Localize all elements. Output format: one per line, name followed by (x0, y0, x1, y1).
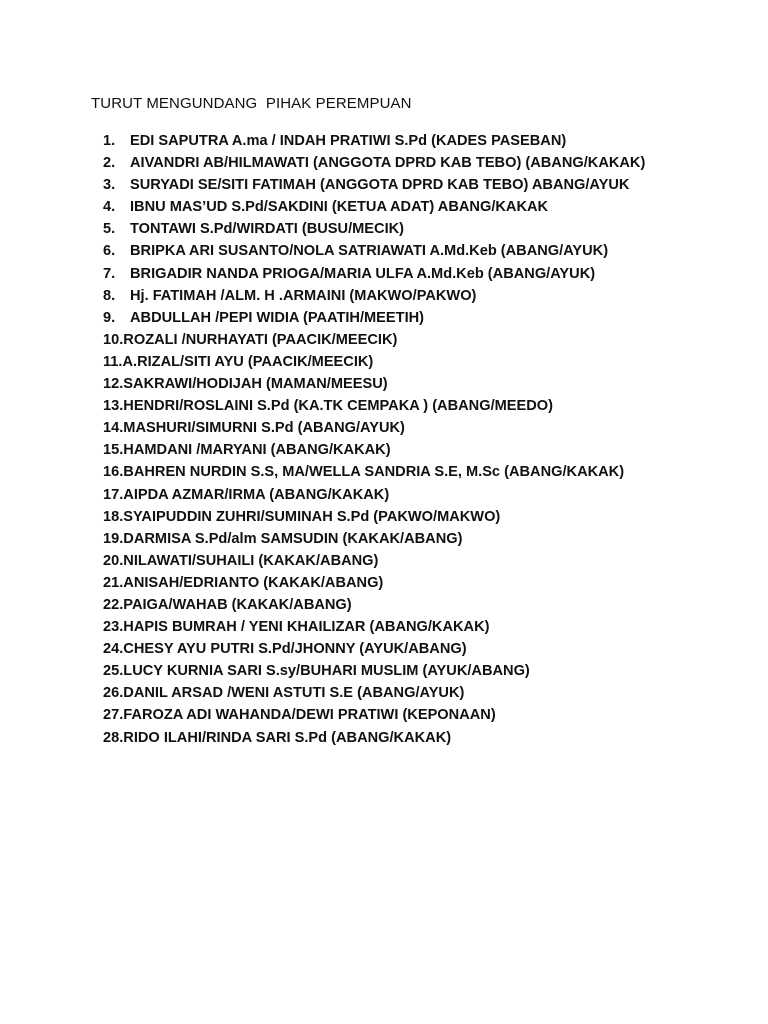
list-item (103, 373, 743, 395)
list-item (103, 130, 743, 152)
list-item-number: 10. (103, 331, 124, 348)
list-item-text: NILAWATI/SUHAILI (KAKAK/ABANG) (123, 552, 379, 569)
list-item (103, 550, 743, 572)
list-item-number: 3. (103, 177, 116, 194)
list-item (103, 484, 743, 506)
list-item-text: AIPDA AZMAR/IRMA (ABANG/KAKAK) (123, 486, 390, 503)
list-item-text: ROZALI /NURHAYATI (PAACIK/MEECIK) (123, 331, 398, 348)
list-item-number: 26. (103, 685, 124, 702)
list-item (103, 351, 743, 373)
list-item-text: BRIPKA ARI SUSANTO/NOLA SATRIAWATI A.Md.Keb (ABANG/AYUK) (130, 243, 609, 260)
list-item-text: DANIL ARSAD /WENI ASTUTI S.E (ABANG/AYUK) (123, 685, 465, 702)
list-item (103, 439, 743, 461)
list-item-number: 6. (103, 243, 116, 260)
list-item-number: 4. (103, 199, 116, 216)
list-item-number: 1. (103, 133, 116, 149)
list-item-number: 8. (103, 287, 116, 304)
list-item-text: A.RIZAL/SITI AYU (PAACIK/MEECIK) (122, 353, 374, 370)
list-item-number: 5. (103, 221, 116, 238)
list-item-text: CHESY AYU PUTRI S.Pd/JHONNY (AYUK/ABANG) (123, 641, 467, 658)
list-item-text: HENDRI/ROSLAINI S.Pd (KA.TK CEMPAKA ) (ABANG/MEEDO) (123, 398, 553, 415)
list-item-text: AIVANDRI AB/HILMAWATI (ANGGOTA DPRD KAB TEBO) (ABANG/KAKAK) (130, 155, 646, 172)
list-item (103, 616, 743, 638)
list-item-number: 7. (103, 265, 116, 282)
list-item-text: PAIGA/WAHAB (KAKAK/ABANG) (123, 596, 352, 613)
list-item (103, 417, 743, 439)
list-item-number: 17. (103, 486, 124, 503)
list-item-number: 21. (103, 574, 124, 591)
list-item (103, 660, 743, 682)
list-item (103, 196, 743, 218)
guest-list (103, 130, 743, 749)
list-item-number: 25. (103, 663, 124, 680)
list-item-number: 9. (103, 309, 116, 326)
list-item-text: HAPIS BUMRAH / YENI KHAILIZAR (ABANG/KAKAK) (123, 619, 490, 636)
list-item-text: ANISAH/EDRIANTO (KAKAK/ABANG) (123, 574, 384, 591)
list-item-text: FAROZA ADI WAHANDA/DEWI PRATIWI (KEPONAAN) (123, 707, 496, 724)
list-item (103, 329, 743, 351)
list-item-number: 27. (103, 707, 124, 724)
list-item (103, 240, 743, 262)
list-item-text: SAKRAWI/HODIJAH (MAMAN/MEESU) (123, 376, 388, 393)
list-item-number: 2. (103, 155, 116, 172)
list-item-text: SYAIPUDDIN ZUHRI/SUMINAH S.Pd (PAKWO/MAKWO) (123, 508, 501, 525)
list-item-text: SURYADI SE/SITI FATIMAH (ANGGOTA DPRD KAB TEBO) ABANG/AYUK (130, 177, 630, 194)
list-item (103, 506, 743, 528)
list-item (103, 307, 743, 329)
list-item-text: HAMDANI /MARYANI (ABANG/KAKAK) (123, 442, 391, 459)
list-item-text: ABDULLAH /PEPI WIDIA (PAATIH/MEETIH) (130, 309, 425, 326)
list-item-text: BRIGADIR NANDA PRIOGA/MARIA ULFA A.Md.Keb (ABANG/AYUK) (130, 265, 596, 282)
list-item (103, 727, 743, 749)
list-item (103, 594, 743, 616)
list-item (103, 395, 743, 417)
list-item-number: 15. (103, 442, 124, 459)
list-item-number: 13. (103, 398, 124, 415)
list-item-text: BAHREN NURDIN S.S, MA/WELLA SANDRIA S.E, M.Sc (ABANG/KAKAK) (123, 464, 625, 481)
list-item-number: 28. (103, 729, 124, 746)
list-item-number: 12. (103, 376, 124, 393)
list-item-number: 23. (103, 619, 124, 636)
list-item-text: LUCY KURNIA SARI S.sy/BUHARI MUSLIM (AYUK/ABANG) (123, 663, 530, 680)
list-item (103, 218, 743, 240)
list-item (103, 682, 743, 704)
list-item-text: Hj. FATIMAH /ALM. H .ARMAINI (MAKWO/PAKWO) (130, 287, 477, 304)
list-item (103, 174, 743, 196)
list-item-number: 19. (103, 530, 124, 547)
list-item-number: 14. (103, 420, 124, 437)
document-title: TURUT MENGUNDANG PIHAK PEREMPUAN (91, 95, 412, 112)
list-item (103, 263, 743, 285)
list-item-number: 18. (103, 508, 124, 525)
list-item-text: IBNU MAS’UD S.Pd/SAKDINI (KETUA ADAT) ABANG/KAKAK (130, 199, 549, 216)
list-item (103, 572, 743, 594)
list-item (103, 638, 743, 660)
list-item-number: 11. (103, 353, 123, 370)
list-item-number: 20. (103, 552, 124, 569)
list-item (103, 152, 743, 174)
list-item-number: 16. (103, 464, 124, 481)
list-item (103, 528, 743, 550)
list-item (103, 704, 743, 726)
list-item-text: TONTAWI S.Pd/WIRDATI (BUSU/MECIK) (130, 221, 405, 238)
list-item (103, 285, 743, 307)
list-item-text: EDI SAPUTRA A.ma / INDAH PRATIWI S.Pd (KADES PASEBAN) (130, 133, 567, 149)
list-item-text: RIDO ILAHI/RINDA SARI S.Pd (ABANG/KAKAK) (123, 729, 452, 746)
list-item (103, 461, 743, 483)
list-item-number: 22. (103, 596, 124, 613)
list-item-number: 24. (103, 641, 124, 658)
list-item-text: DARMISA S.Pd/alm SAMSUDIN (KAKAK/ABANG) (123, 530, 463, 547)
list-item-text: MASHURI/SIMURNI S.Pd (ABANG/AYUK) (123, 420, 405, 437)
